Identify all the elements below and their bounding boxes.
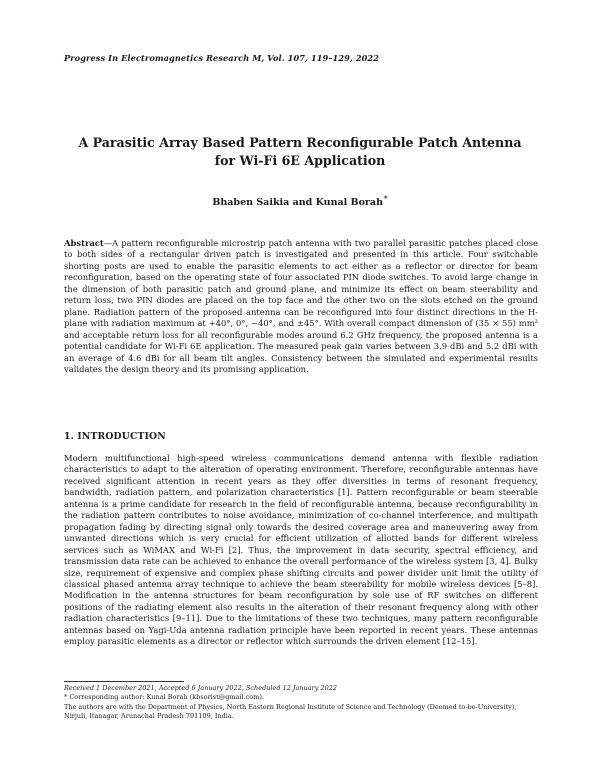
author-affiliation: The authors are with the Department of Physics, North Eastern Regional Institute of Science and Technology (Deemed to-be-University), Nirjuli, Itanagar, Arunachal Pradesh 791109, India. [64,702,517,720]
author-list [0,194,600,208]
received-dates: Received 1 December 2021, Accepted 6 January 2022, Scheduled 12 January 2022 [64,684,338,692]
corresponding-author-note: * Corresponding author: Kunal Borah (kbsorist@gmail.com). [64,693,264,702]
abstract-label: Abstract [64,238,104,248]
journal-citation: Progress In Electromagnetics Research M, Vol. 107, 119–129, 2022 [64,53,380,63]
footnote-divider [64,681,184,682]
corresponding-author-mark: * [383,194,388,203]
paper-title-line-1: A Parasitic Array Based Pattern Reconfigurable Patch Antenna [78,135,522,150]
author-names: Bhaben Saikia and Kunal Borah [212,197,383,209]
footnotes [64,684,538,721]
introduction-paragraph: Modern multifunctional high-speed wireless communications demand antenna with flexible radiation characteristics to adapt to the alteration of operating environment. Therefore, reconfigurable antennas have received significant attention in recent years as they offer diversities in terms of resonant frequency, bandwidth, radiation pattern, and polarization characteristics [1]. Pattern reconfigurable or beam steerable antenna is a prime candidate for research in the field of reconfigurable antenna, because reconfigurability in the radiation pattern contributes to noise avoidance, minimization of co-channel interference, and multipath propagation fading by directing signal only towards the desired coverage area and maneuvering away from unwanted directions which is very crucial for efficient utilization of allotted bands for different wireless services such as WiMAX and Wi-Fi [2]. Thus, the improvement in data security, spectral efficiency, and transmission data rate can be achieved to enhance the overall performance of the wireless system [3, 4]. Bulky size, requirement of expensive and complex phase shifting circuits and power divider unit limit the utility of classical phased antenna array technique to achieve the beam steerability for mobile wireless devices [5–8]. Modification in the antenna structures for beam reconfiguration by sole use of RF switches on different positions of the radiating element also results in the alteration of their resonant frequency along with other radiation characteristics [9–11]. Due to the limitations of these two techniques, many pattern reconfigurable antennas based on Yagi-Uda antenna radiation principle have been reported in recent years. These antennas employ parasitic elements as a director or reflector which surrounds the driven element [12–15]. [64,453,538,647]
section-heading-introduction: 1. INTRODUCTION [64,431,166,442]
abstract-text: —A pattern reconfigurable microstrip patch antenna with two parallel parasitic patches placed close to both sides of a rectangular driven patch is investigated and presented in this article. Four switchable shorting posts are used to enable the parasitic elements to act either as a reflector or director for beam reconfiguration, based on the operating state of four associated PIN diode switches. To avoid large change in the dimension of both parasitic patch and ground plane, and minimize its effect on beam steerability and return loss, two PIN diodes are placed on the top face and the other two on the slots etched on the ground plane. Radiation pattern of the proposed antenna can be reconfigured into four distinct directions in the H-plane with radiation maximum at +40°, 0°, −40°, and ±45°. With overall compact dimension of (35 × 55) mm² and acceptable return loss for all reconfigurable modes around 6.2 GHz frequency, the proposed antenna is a potential candidate for Wi-Fi 6E application. The measured peak gain varies between 3.9 dBi and 5.2 dBi with an average of 4.6 dBi for all beam tilt angles. Consistency between the simulated and experimental results validates the design theory and its promising application. [64,238,538,374]
paper-title [60,134,540,170]
paper-title-line-2: for Wi-Fi 6E Application [214,153,386,168]
abstract [64,238,538,375]
